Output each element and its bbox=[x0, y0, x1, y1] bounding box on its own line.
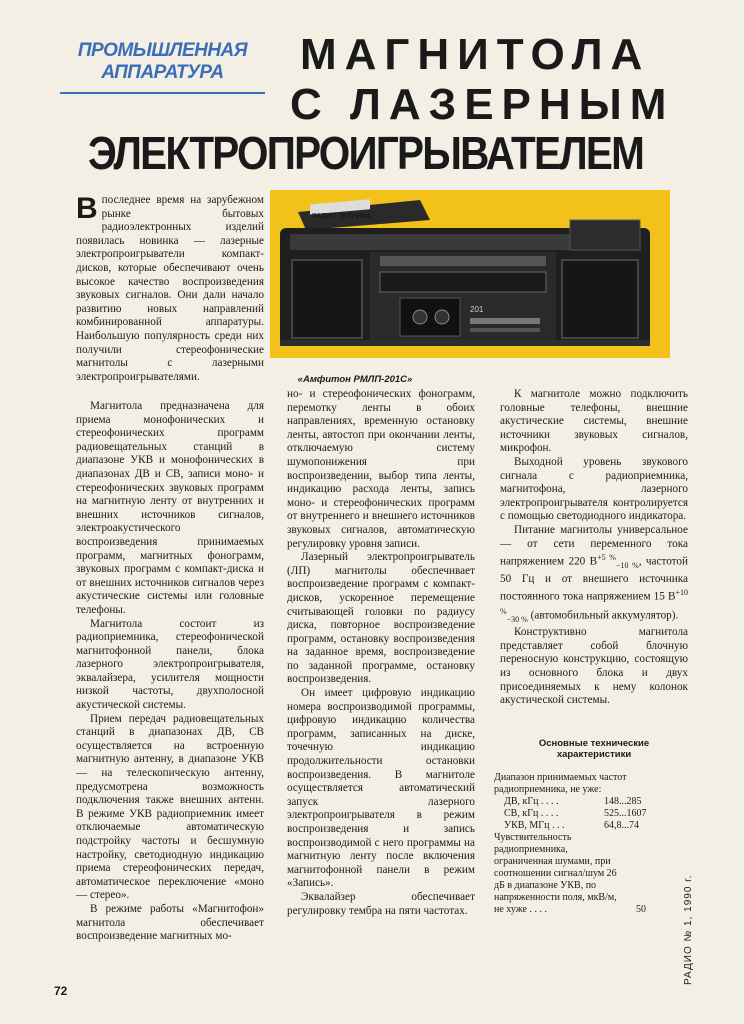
power-text-b: , частотой 50 Гц и от внешнего источника постоянного тока напряжением 15 В bbox=[500, 555, 688, 604]
spec-key: УКВ, МГц . . . bbox=[504, 820, 565, 831]
boombox-illustration bbox=[270, 190, 670, 358]
col3-paragraph: Выходной уровень звукового сигнала с радиоприемника, магнитофона, лазерного электропроигрывателя контролируется с помощью светодиодного индикатора. bbox=[500, 455, 688, 523]
spec-sens-label: Чувствительность радиоприемника, ограниченная шумами, при соотношении сигнал/шум 26 дБ в диапазоне УКВ, по напряженности поля, мкВ/м, не хуже . . . . bbox=[494, 832, 617, 915]
section-label bbox=[60, 40, 265, 84]
intro-text: последнее время на зарубежном рынке бытовых радиоэлектронных изделий появилась новинка — лазерные электропроигрыватели компакт-дисков, которые обеспечивают очень высокое качество воспроизведения звуковых сигналов. Они дали начало развитию новых направлений комбинированной аппаратуры. Наибольшую популярность среди них получили стереофонические магнитолы с лазерными электропроигрывателями. bbox=[76, 194, 264, 383]
section-rule bbox=[60, 92, 265, 94]
tolerance-sub: −10 % bbox=[615, 561, 639, 571]
col2-paragraph: но- и стереофонических фонограмм, перемотку ленты в обоих направлениях, временную остановку ленты, автостоп при окончании ленты, отключаемую систему шумопонижения при воспроизведении, выбор типа ленты, индикацию расхода ленты, запись моно- и стереофонических программ от внутреннего и внешнего источников звуковых сигналов, автоматическую регулировку уровня записи. bbox=[287, 388, 475, 550]
title-line2: С ЛАЗЕРНЫМ bbox=[290, 80, 675, 129]
section-label-line2: АППАРАТУРА bbox=[101, 62, 224, 83]
col2-paragraph: Эквалайзер обеспечивает регулировку тембра на пяти частотах. bbox=[287, 890, 475, 917]
title-line1: МАГНИТОЛА bbox=[300, 30, 651, 79]
photo-caption: «Амфитон РМЛП-201С» bbox=[297, 374, 413, 385]
col2-paragraph: Лазерный электропроигрыватель (ЛП) магнитолы обеспечивает воспроизведение программ с компакт-дисков, ускоренное перемещение считывающей головки по радиусу диска, повторное воспроизведение программ, остановку воспроизведения на заданное время, воспроизведение по заданной программе, остановку воспроизведения. bbox=[287, 551, 475, 686]
model-text: 201 bbox=[470, 305, 484, 314]
power-text-a: Питание магнитолы универсальное — от сети переменного тока напряжением 220 В bbox=[500, 523, 688, 568]
col3-power-paragraph bbox=[500, 524, 688, 626]
col1-paragraph: В режиме работы «Магнитофон» магнитола обеспечивает воспроизведение магнитных мо- bbox=[76, 902, 264, 943]
spec-key: ДВ, кГц . . . . bbox=[504, 796, 559, 807]
tolerance-sup: +5 % bbox=[597, 553, 616, 563]
spec-key: СВ, кГц . . . . bbox=[504, 808, 559, 819]
title-line3: ЭЛЕКТРОПРОИГРЫВАТЕЛЕМ bbox=[88, 127, 644, 179]
col1-paragraph: Магнитола состоит из радиоприемника, стереофонической магнитофонной панели, блока лазерного электропроигрывателя, эквалайзера, усилителя мощности низкой частоты, двухполосной акустической системы. bbox=[76, 617, 264, 712]
issue-footer: РАДИО № 1, 1990 г. bbox=[683, 874, 694, 985]
col1-paragraph: Магнитола предназначена для приема монофонических и стереофонических программ радиовещательных станций в диапазоне УКВ и монофонических в диапазонах ДВ и СВ, записи моно- и стереофонических звуковых программ на магнитную ленту от внутренних и внешних источников сигналов, электроакустического воспроизведения принимаемых программ, магнитных фонограмм, звуковых программ с компакт-диска и от внешних источников сигналов через акустические системы или головные телефоны. bbox=[76, 400, 264, 616]
power-text-c: (автомобильный аккумулятор). bbox=[527, 609, 679, 622]
spec-value: 64,8...74 bbox=[604, 820, 639, 831]
specs-title bbox=[500, 738, 688, 760]
specs-title-line1: Основные технические bbox=[538, 738, 650, 749]
spec-value: 525...1607 bbox=[604, 808, 647, 819]
brand-text: РАДИО ТЕХНИКА bbox=[312, 213, 371, 220]
intro-paragraph bbox=[76, 194, 264, 384]
spec-sens-value: 50 bbox=[636, 904, 646, 915]
spec-sensitivity bbox=[494, 832, 674, 916]
spec-value: 148...285 bbox=[604, 796, 642, 807]
specs-table bbox=[494, 772, 674, 916]
col1-paragraph: Прием передач радиовещательных станций в диапазонах ДВ, СВ осуществляется на встроенную магнитную антенну, в диапазоне УКВ — на телескопическую антенну, предусмотрена возможность подключения также внешних антенн. В режиме УКВ радиоприемник имеет отключаемые автоматическую подстройку частоты и бесшумную настройку, светодиодную индикацию приема стереофонических передач, автоматическое переключение «моно — стерео». bbox=[76, 712, 264, 902]
spec-row bbox=[494, 808, 674, 820]
column-3 bbox=[500, 388, 688, 708]
product-photo bbox=[270, 190, 670, 358]
dropcap: В bbox=[76, 192, 98, 225]
specs-title-line2: характеристики bbox=[556, 749, 632, 760]
spec-row bbox=[494, 796, 674, 808]
col3-paragraph: Конструктивно магнитола представляет собой блочную переносную конструкцию, состоящую из основного блока и двух присоединяемых к нему колонок акустической системы. bbox=[500, 626, 688, 707]
column-1 bbox=[76, 400, 264, 944]
spec-row bbox=[494, 820, 674, 832]
page-number: 72 bbox=[54, 984, 68, 998]
section-label-line1: ПРОМЫШЛЕННАЯ bbox=[77, 40, 248, 61]
col3-paragraph: К магнитоле можно подключить головные телефоны, внешние акустические системы, внешние источники звуковых сигналов, микрофон. bbox=[500, 388, 688, 455]
spec-range-label: Диапазон принимаемых частот радиоприемника, не уже: bbox=[494, 772, 627, 795]
tolerance-sup: +10 % bbox=[500, 588, 688, 616]
col2-paragraph: Он имеет цифровую индикацию номера воспроизводимой программы, цифровую индикацию количества программ, записанных на диске, точечную индикацию продолжительности остановки воспроизведения. В магнитоле осуществляется автоматический запуск лазерного электропроигрывателя в режим воспроизведения и запись воспроизводимой с него программы на магнитную ленту после включения магнитофонной панели в режим «Запись». bbox=[287, 687, 475, 890]
column-2 bbox=[287, 388, 475, 918]
tolerance-sub: −30 % bbox=[506, 614, 528, 624]
